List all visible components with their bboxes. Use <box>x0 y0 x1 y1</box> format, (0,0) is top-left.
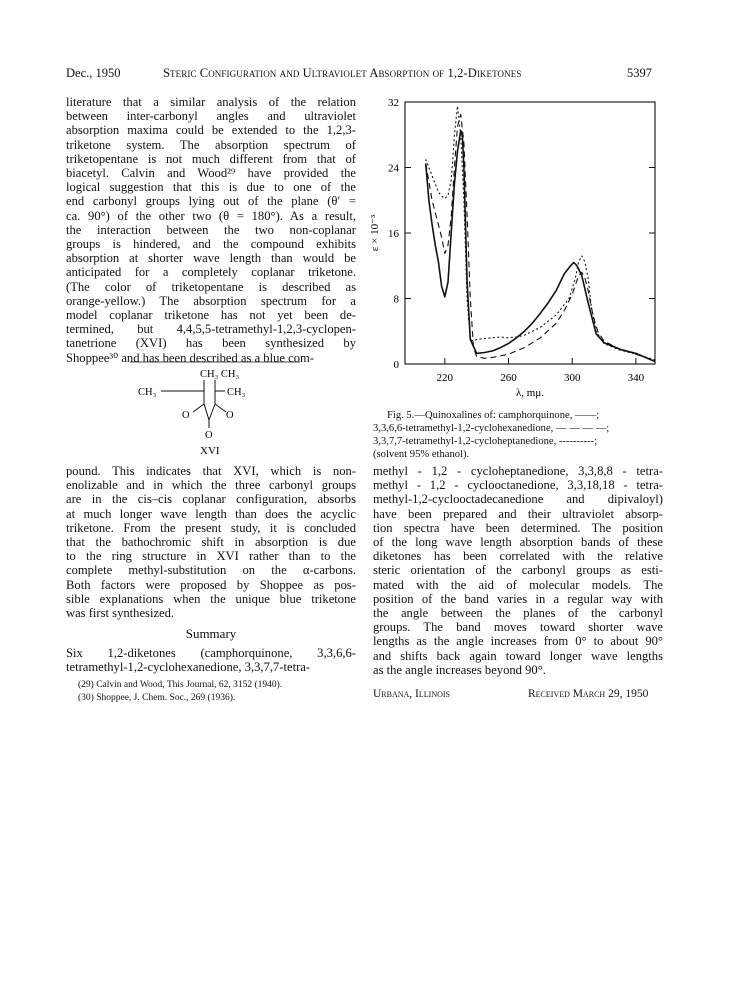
absorption-chart <box>360 92 700 402</box>
structure-oxygen-bottom: O <box>205 430 213 441</box>
right-paragraph-line: position of the band varies in a regular way with <box>373 591 663 606</box>
left-paragraph-2-line: at much longer wave length than does the acyclic <box>66 506 356 521</box>
left-paragraph-1-line: triketopentane is not much different from that of <box>66 151 356 166</box>
right-paragraph-line: of the long wave length absorption bands of these <box>373 535 663 550</box>
structure-oxygen-left: O <box>182 410 190 421</box>
left-paragraph-1-line: model coplanar triketone has not yet been de- <box>66 308 356 323</box>
summary-line: tetramethyl-1,2-cyclohexanedione, 3,3,7,7-tetra- <box>66 660 311 675</box>
x-tick-label: 340 <box>627 372 645 384</box>
right-paragraph-line: methyl - 1,2 - cyclooctanedione, 3,3,18,18 - tetra- <box>373 478 663 493</box>
affiliation: Urbana, Illinois <box>373 688 450 700</box>
right-paragraph-line: the angle between the planes of the carbonyl <box>373 606 663 621</box>
y-tick-label: 32 <box>388 97 399 109</box>
left-paragraph-2 <box>66 464 356 620</box>
right-paragraph-line: and shifts back again toward longer wave lengths <box>373 648 663 663</box>
left-paragraph-1-line: literature that a similar analysis of the relation <box>66 95 356 109</box>
left-paragraph-1-line: the interaction between the two non-coplanar <box>66 222 356 237</box>
left-paragraph-1-line: (The color of triketopentane is described as <box>66 279 356 294</box>
left-paragraph-2-line: to the ring structure in XVI rather than to the <box>66 549 356 564</box>
right-paragraph-line: lengths as the angle increases from 0° to about 90° <box>373 634 663 649</box>
left-paragraph-1-line: end carbonyl groups lying out of the plane (θ′ = <box>66 194 356 209</box>
y-tick-label: 8 <box>393 293 399 306</box>
y-tick-label: 16 <box>388 228 399 240</box>
figure-caption-line-3: 3,3,7,7-tetramethyl-1,2-cycloheptanedione, ----------; <box>373 436 598 447</box>
right-paragraph-line: groups. The band moves toward shorter wave <box>373 620 663 635</box>
left-paragraph-1-line: tanetrione (XVI) has been synthesized by <box>66 336 356 351</box>
structure-left-methyl: CH₃ <box>138 387 157 398</box>
left-paragraph-1-line: ca. 90°) of the other two (θ = 180°). As a result, <box>66 208 356 223</box>
right-paragraph-line: as the angle increases beyond 90°. <box>373 662 546 677</box>
left-paragraph-2-line: pound. This indicates that XVI, which is non- <box>66 464 356 478</box>
left-paragraph-1-line: triketone system. The absorption spectrum of <box>66 137 356 152</box>
summary-heading: Summary <box>185 626 237 641</box>
structure-label: XVI <box>200 445 220 455</box>
left-paragraph-1-line: between inter-carbonyl angles and ultraviolet <box>66 109 356 124</box>
left-paragraph-1-line: Shoppee³⁰ and has been described as a blue com- <box>66 350 315 365</box>
left-paragraph-2-line: are in the cis–cis coplanar configuration, absorbs <box>66 492 356 507</box>
footnote-29: (29) Calvin and Wood, This Journal, 62, 3152 (1940). <box>78 680 283 690</box>
left-paragraph-2-line: Both factors were proposed by Shoppee as pos- <box>66 577 356 592</box>
right-paragraph-line: steric orientation of the carbonyl groups as esti- <box>373 563 663 578</box>
left-paragraph-2-line: triketone. From the present study, it is concluded <box>66 520 356 535</box>
summary-line: Six 1,2-diketones (camphorquinone, 3,3,6,6- <box>66 646 356 660</box>
left-paragraph-1-line: termined, but 4,4,5,5-tetramethyl-1,2,3-cyclopen- <box>66 322 356 337</box>
running-header-title: Steric Configuration and Ultraviolet Absorption of 1,2-Diketones <box>163 66 522 80</box>
left-paragraph-1-line: biacetyl. Calvin and Wood²⁹ have provided the <box>66 166 356 181</box>
right-paragraph-line: mated with the aid of molecular models. The <box>373 577 663 592</box>
left-paragraph-2-line: was first synthesized. <box>66 606 175 621</box>
left-paragraph-1-line: logical suggestion that this is due to one of the <box>66 180 356 195</box>
x-tick-label: 300 <box>563 372 581 384</box>
left-paragraph-1-line: orange-yellow.) The absorption spectrum for a <box>66 293 356 308</box>
left-paragraph-1-line: absorption maxima could be extended to the 1,2,3- <box>66 123 356 138</box>
figure-caption-line-1: Fig. 5.—Quinoxalines of: camphorquinone, ——; <box>387 410 600 421</box>
left-paragraph-1-line: anticipated for a completely coplanar triketone. <box>66 265 356 280</box>
y-tick-label: 24 <box>388 162 399 175</box>
x-axis-label: λ, mμ. <box>515 387 545 399</box>
right-paragraph-line: methyl-1,2-cyclooctadecanedione and dipivaloyl) <box>373 492 663 507</box>
footnote-30: (30) Shoppee, J. Chem. Soc., 269 (1936). <box>78 693 236 703</box>
left-paragraph-1 <box>66 95 356 365</box>
left-paragraph-1-line: groups is hindered, and the compound exhibits <box>66 237 356 252</box>
left-paragraph-2-line: that the bathochromic shift in absorption is due <box>66 535 356 550</box>
structure-right-methyl: CH₃ <box>227 387 246 398</box>
figure-caption-line-4: (solvent 95% ethanol). <box>373 449 470 460</box>
structure-oxygen-right: O <box>226 410 234 421</box>
x-tick-label: 260 <box>500 372 517 384</box>
running-header-date: Dec., 1950 <box>66 66 121 80</box>
y-tick-label: 0 <box>393 359 399 371</box>
structure-xvi <box>120 360 310 455</box>
x-tick-label: 220 <box>436 372 454 384</box>
series-dotted-line <box>426 106 655 360</box>
left-paragraph-2-line: sible explanations when the unique blue triketone <box>66 591 356 606</box>
left-paragraph-2-line: enolizable and in which the three carbonyl groups <box>66 478 356 493</box>
received-date: Received March 29, 1950 <box>528 688 649 700</box>
summary-paragraph <box>66 646 356 674</box>
right-paragraph-line: diketones has been correlated with the relative <box>373 549 663 564</box>
right-paragraph-line: methyl - 1,2 - cycloheptanedione, 3,3,8,8 - tetra- <box>373 464 663 478</box>
series-dashed-line <box>426 114 655 360</box>
y-axis-label: ε × 10⁻³ <box>369 214 381 252</box>
structure-xvi-drawing <box>120 360 310 455</box>
right-paragraph-line: tion spectra have been determined. The position <box>373 520 663 535</box>
right-paragraph-line: have been prepared and their ultraviolet absorp- <box>373 506 663 521</box>
structure-top-methyls: CH₃ CH₃ <box>200 369 240 380</box>
page-number: 5397 <box>627 66 652 80</box>
figure-caption-line-2: 3,3,6,6-tetramethyl-1,2-cyclohexanedione, — — — —; <box>373 423 610 434</box>
right-paragraph <box>373 464 663 677</box>
left-paragraph-2-line: complete methyl-substitution on the α-carbons. <box>66 563 356 578</box>
left-paragraph-1-line: absorption at shorter wave length than would be <box>66 251 356 266</box>
